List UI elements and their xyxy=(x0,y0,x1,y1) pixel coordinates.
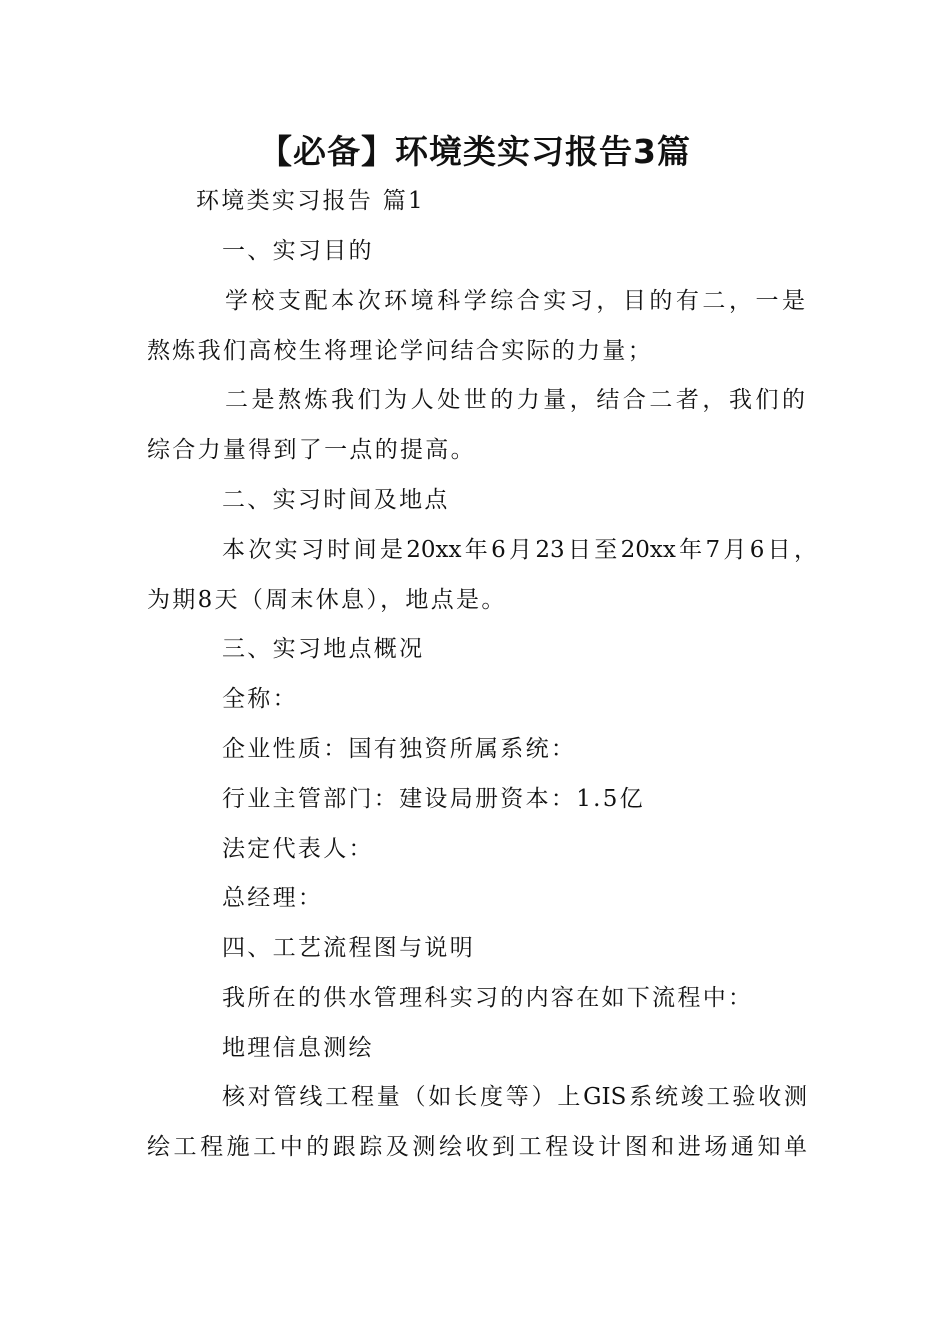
paragraph-line: 学校支配本次环境科学综合实习，目的有二，一是 xyxy=(225,288,805,314)
field-line: 行业主管部门：建设局册资本：1.5亿 xyxy=(222,786,645,812)
section-heading-article-1: 环境类实习报告 篇1 xyxy=(196,188,425,214)
paragraph-line: 地理信息测绘 xyxy=(222,1035,374,1061)
field-line: 全称： xyxy=(222,686,298,712)
section-heading-purpose: 一、实习目的 xyxy=(222,238,374,264)
field-line: 企业性质：国有独资所属系统： xyxy=(222,736,577,762)
field-line: 法定代表人： xyxy=(222,836,374,862)
paragraph-line: 熬炼我们高校生将理论学问结合实际的力量； xyxy=(147,338,653,364)
paragraph-line: 我所在的供水管理科实习的内容在如下流程中： xyxy=(222,985,754,1011)
section-heading-time-place: 二、实习时间及地点 xyxy=(222,487,450,513)
field-line: 总经理： xyxy=(222,885,324,911)
paragraph-line: 绘工程施工中的跟踪及测绘收到工程设计图和进场通知单 xyxy=(147,1134,807,1160)
paragraph-line: 核对管线工程量（如长度等）上GIS系统竣工验收测 xyxy=(222,1084,807,1110)
paragraph-line: 为期8天（周末休息），地点是。 xyxy=(147,587,507,613)
section-heading-process: 四、工艺流程图与说明 xyxy=(222,935,475,961)
document-title: 【必备】环境类实习报告3篇 xyxy=(259,132,691,171)
paragraph-line: 本次实习时间是20xx年6月23日至20xx年7月6日， xyxy=(222,537,817,563)
paragraph-line: 综合力量得到了一点的提高。 xyxy=(147,437,476,463)
paragraph-line: 二是熬炼我们为人处世的力量，结合二者，我们的 xyxy=(225,387,805,413)
section-heading-overview: 三、实习地点概况 xyxy=(222,636,425,662)
